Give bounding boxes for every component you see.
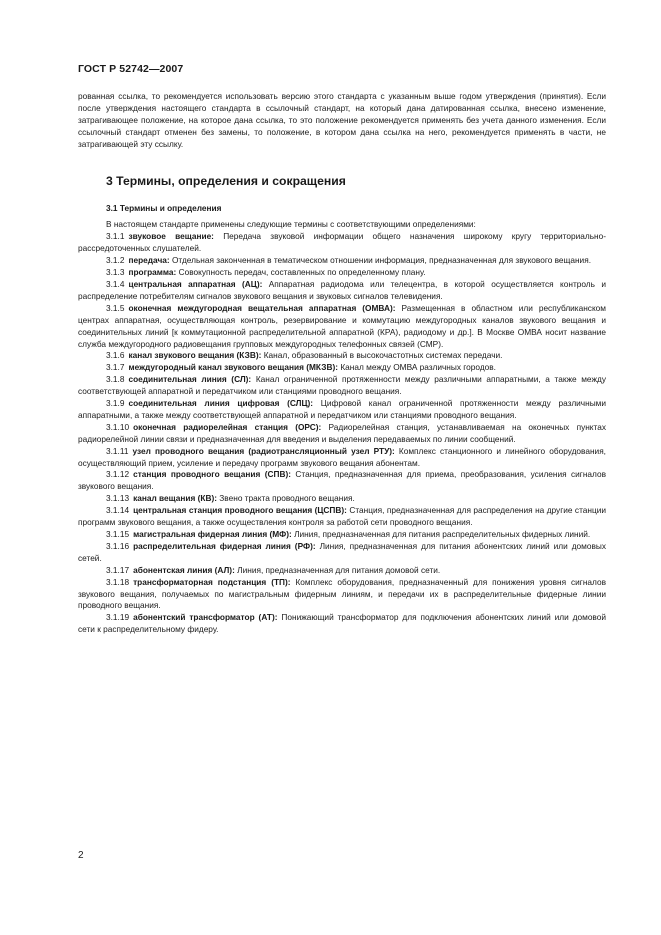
terms-list (78, 231, 606, 636)
term-number: 3.1.6 (106, 350, 125, 361)
term-number: 3.1.5 (106, 302, 125, 313)
term-number: 3.1.19 (106, 612, 130, 623)
term-definition: Цифровой канал ограниченной протяженности между различными аппаратными, а также между соответствующей аппаратной и передатчиком или станциями проводного вещания. (78, 398, 607, 420)
term-entry (78, 303, 606, 351)
term-name: распределительная фидерная линия (РФ): (133, 540, 316, 551)
term-name: узел проводного вещания (радиотрансляционный узел РТУ): (132, 445, 395, 456)
term-definition: Радиорелейная станция, устанавливаемая на оконечных пунктах радиорелейной линии связи и предназначенная для введения и выделения передаваемых по линии сообщений. (78, 421, 606, 444)
term-name: канал звукового вещания (КЗВ): (128, 350, 262, 361)
term-definition: Линия, предназначенная для питания абонентских линий или домовых сетей. (78, 540, 606, 563)
term-definition: Комплекс оборудования, предназначенный для понижения уровня сигналов звукового вещания, получаемых по магистральным фидерным линиям, и передачи их в распределительные фидерные линии проводного вещания. (78, 576, 606, 611)
term-number: 3.1.2 (106, 255, 125, 266)
term-number: 3.1.18 (106, 576, 130, 587)
term-entry (78, 505, 606, 529)
term-number: 3.1.3 (106, 267, 125, 278)
term-entry (78, 446, 606, 470)
lead-paragraph: В настоящем стандарте применены следующие термины с соответствующими определениями: (106, 219, 476, 230)
document-body (78, 91, 606, 636)
term-definition: Передача звуковой информации общего назначения широкому кругу территориально-рассредоточенных слушателей. (78, 231, 606, 254)
term-definition: Понижающий трансформатор для подключения абонентских линий или домовой сети к распределительному фидеру. (78, 612, 606, 635)
term-number: 3.1.11 (106, 445, 129, 456)
term-entry (78, 565, 606, 577)
term-number: 3.1.8 (106, 374, 125, 385)
term-number: 3.1.9 (106, 398, 125, 409)
term-definition: Станция, предназначенная для приема, преобразования, усиления сигналов звукового вещания. (78, 469, 606, 492)
term-entry (78, 350, 606, 362)
term-name: звуковое вещание: (128, 231, 214, 242)
term-name: центральная аппаратная (АЦ): (128, 278, 263, 289)
term-entry (78, 231, 606, 255)
term-definition: Линия, предназначенная для питания домовой сети. (237, 564, 441, 575)
term-definition: Комплекс станционного и линейного оборудования, осуществляющий прием, усиление и передачу программ звукового вещания абонентам. (78, 445, 606, 468)
term-name: станция проводного вещания (СПВ): (133, 469, 291, 480)
term-name: канал вещания (КВ): (133, 493, 217, 504)
term-name: программа: (128, 267, 177, 278)
term-entry (78, 469, 606, 493)
term-entry (78, 279, 606, 303)
term-name: междугородный канал звукового вещания (МКЗВ): (128, 362, 339, 373)
intro-paragraph: рованная ссылка, то рекомендуется использовать версию этого стандарта с указанным выше годом утверждения (принятия). Если после утверждения настоящего стандарта в ссылочный стандарт, на который дана датированная ссылка, внесено изменение, затрагивающее положение, на которое дана ссылка, то это положение рекомендуется применять без учета данного изменения. Если ссылочный стандарт отменен без замены, то положение, в котором дана ссылка на него, рекомендуется применять в части, не затрагивающей эту ссылку. (78, 91, 606, 149)
term-definition: Отдельная законченная в тематическом отношении информация, предназначенная для звукового вещания. (171, 255, 591, 266)
term-definition: Канал между ОМВА различных городов. (340, 362, 496, 373)
term-entry (78, 529, 606, 541)
term-name: передача: (128, 255, 170, 266)
term-entry (78, 577, 606, 613)
page-number: 2 (78, 850, 84, 861)
section-title: 3 Термины, определения и сокращения (106, 173, 346, 188)
term-name: абонентская линия (АЛ): (133, 564, 235, 575)
term-entry (78, 612, 606, 636)
term-name: центральная станция проводного вещания (ЦСПВ): (133, 505, 347, 516)
term-number: 3.1.16 (106, 540, 130, 551)
term-entry (78, 255, 606, 267)
term-definition: Станция, предназначенная для распределения на другие станции программ звукового вещания, а также осуществления контроля за работой сети проводного вещания. (78, 505, 606, 528)
term-definition: Линия, предназначенная для питания распределительных фидерных линий. (294, 529, 591, 539)
term-definition: Канал, образованный в высокочастотных системах передачи. (263, 350, 503, 361)
term-definition: Канал ограниченной протяженности между различными аппаратными, а также между соответствующей аппаратной и передатчиком или станциями проводного вещания. (78, 374, 606, 397)
term-name: оконечная радиорелейная станция (ОРС): (133, 421, 322, 432)
term-definition: Звено тракта проводного вещания. (219, 493, 355, 504)
term-number: 3.1.13 (106, 493, 130, 504)
term-number: 3.1.12 (106, 469, 130, 480)
term-number: 3.1.15 (106, 529, 130, 539)
term-number: 3.1.7 (106, 362, 125, 373)
document-header: ГОСТ Р 52742—2007 (78, 63, 184, 75)
term-number: 3.1.1 (106, 231, 125, 242)
term-entry (78, 493, 606, 505)
term-definition: Размещенная в областном или республиканском центрах аппаратная, осуществляющая контроль, резервирование и коммутацию междугородных каналов звукового вещания и соединительных линий [к коммутационной распределительной аппаратной (КРА), радиодому и др.]. В Москве ОМВА носит название служба междугородного радиовещания групповых междугородных телефонных связей (СМР). (78, 302, 606, 349)
term-number: 3.1.14 (106, 505, 130, 516)
subsection-title: 3.1 Термины и определения (106, 202, 222, 213)
term-name: оконечная междугородная вещательная аппаратная (ОМВА): (128, 302, 396, 313)
term-entry (78, 362, 606, 374)
term-name: магистральная фидерная линия (МФ): (133, 529, 292, 539)
term-name: соединительная линия цифровая (СЛЦ): (128, 398, 314, 409)
term-entry (78, 398, 606, 422)
term-entry (78, 267, 606, 279)
term-entry (78, 422, 606, 446)
term-definition: Совокупность передач, составленных по определенному плану. (178, 267, 426, 278)
term-name: соединительная линия (СЛ): (128, 374, 252, 385)
term-name: трансформаторная подстанция (ТП): (133, 576, 291, 587)
term-definition: Аппаратная радиодома или телецентра, в которой осуществляется контроль и распределение потребителям сигналов звукового вещания и звуковых сигналов телевидения. (78, 278, 606, 301)
term-number: 3.1.10 (106, 421, 130, 432)
term-entry (78, 374, 606, 398)
term-name: абонентский трансформатор (АТ): (133, 612, 278, 623)
term-entry (78, 541, 606, 565)
term-number: 3.1.4 (106, 278, 125, 289)
term-number: 3.1.17 (106, 564, 130, 575)
